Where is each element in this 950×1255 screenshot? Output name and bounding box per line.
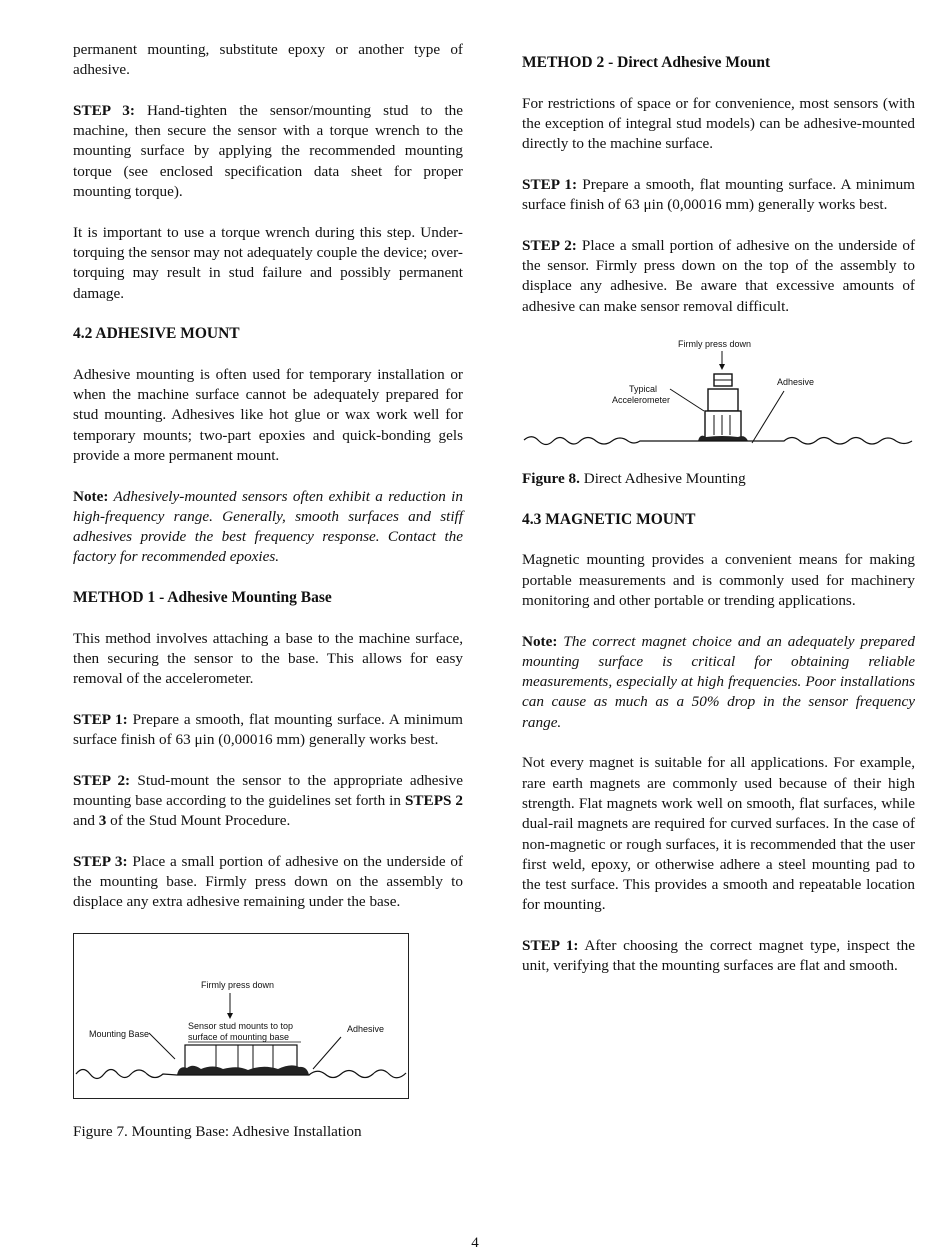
step-label: STEP 1: (522, 175, 578, 193)
note-text: The correct magnet choice and an adequately prepared mounting surface is critical for obtaining reliable measurements, especially at high frequencies. Poor installations can cause as much as a 50% drop in the sensor frequency range. (522, 632, 915, 731)
method1-step3 (73, 852, 463, 913)
step-text: Stud-mount the sensor to the appropriate adhesive mounting base according to the guidelines set forth in (73, 771, 463, 809)
step-label: STEP 1: (522, 936, 579, 954)
method1-heading: METHOD 1 - Adhesive Mounting Base (73, 589, 332, 607)
step-label: STEP 2: (522, 236, 577, 254)
step-text: After choosing the correct magnet type, inspect the unit, verifying that the mounting surfaces are flat and smooth. (522, 936, 915, 975)
step-label: STEP 3: (73, 101, 135, 119)
fig7-adhesive-label: Adhesive (347, 1024, 385, 1035)
down-arrow-icon (719, 364, 725, 370)
figure-7 (73, 933, 463, 1100)
down-arrow-icon (227, 1013, 233, 1019)
figure-8 (522, 331, 915, 461)
magnetic-paragraph: Magnetic mounting provides a convenient means for making portable measurements and is commonly used for machinery monitoring and other portable or trending applications. (522, 551, 915, 609)
step-text: and (73, 812, 99, 830)
step-text: Prepare a smooth, flat mounting surface. A minimum surface finish of 63 μin (0,00016 mm) generally works best. (73, 710, 463, 749)
fig7-press-label: Firmly press down (201, 980, 275, 991)
fig8-typical-label: Typical (629, 384, 658, 395)
step-text: of the Stud Mount Procedure. (106, 812, 291, 830)
step-label: STEP 1: (73, 710, 128, 728)
caption-label: Figure 7. (73, 1123, 128, 1141)
steps-ref: 3 (98, 812, 107, 830)
figure-8-caption (522, 469, 915, 489)
figure-7-diagram (73, 933, 410, 1100)
fig7-base-label: Mounting Base (89, 1029, 150, 1040)
step-label: STEP 3: (73, 852, 128, 870)
magnetic-note (522, 632, 915, 733)
magnetic-step1 (522, 936, 915, 977)
step-text: Prepare a smooth, flat mounting surface. A minimum surface finish of 63 μin (0,00016 mm) generally works best. (522, 175, 915, 214)
note-label: Note: (73, 487, 109, 505)
adhesive-paragraph: Adhesive mounting is often used for temporary installation or when the machine surface cannot be adequately prepared for stud mounting. Adhesives like hot glue or wax work well for temporary mounts; two-part epoxies and quick-bonding gels provide a more permanent mount. (73, 365, 463, 464)
method2-step1 (522, 175, 915, 216)
step-text: Hand-tighten the sensor/mounting stud to the machine, then secure the sensor with a torque wrench to the mounting surface by applying the recommended mounting torque (see enclosed specification data sheet for proper mounting torque). (73, 101, 464, 201)
figure-8-diagram (522, 331, 915, 461)
caption-text: Mounting Base: Adhesive Installation (127, 1123, 362, 1141)
steps-ref: STEPS 2 (404, 791, 463, 809)
step3-stud-paragraph (73, 101, 463, 202)
accelerometer-body (708, 389, 738, 411)
method2-step2 (522, 236, 915, 317)
left-column (73, 40, 463, 1163)
fig8-press-label: Firmly press down (678, 339, 752, 350)
caption-text: Direct Adhesive Mounting (579, 470, 746, 488)
magnets-paragraph: Not every magnet is suitable for all applications. For example, rare earth magnets are commonly used because of their high strength. Flat magnets work well on smooth, flat surfaces, while dual-rail magnets are required for curved surfaces. In the case of non-magnetic or rough surfaces, it is recommended that the user first weld, epoxy, or otherwise adhere a steel mounting pad to the test surface. This provides a smooth and repeatable location for mounting. (522, 754, 915, 914)
torque-paragraph: It is important to use a torque wrench during this step. Under-torquing the sensor may not adequately couple the device; over-torquing may result in stud failure and possibly permanent damage. (73, 223, 463, 302)
step-text: Place a small portion of adhesive on the underside of the sensor. Firmly press down on the top of the assembly to displace any adhesive. Be aware that excessive amounts of adhesive can make sensor removal difficult. (522, 236, 915, 315)
method1-step1 (73, 710, 463, 751)
page-number: 4 (471, 1235, 479, 1251)
section-heading-magnetic: 4.3 MAGNETIC MOUNT (522, 510, 696, 528)
fig7-stud-label: Sensor stud mounts to top (188, 1021, 294, 1032)
right-column (522, 53, 915, 997)
step-label: STEP 2: (73, 771, 131, 789)
accelerometer-base (705, 411, 741, 439)
step-text: Place a small portion of adhesive on the underside of the mounting base. Firmly press down on the assembly to displace any extra adhesive remaining under the base. (73, 852, 463, 911)
method1-step2 (73, 771, 463, 832)
paragraph-continued: permanent mounting, substitute epoxy or another type of adhesive. (73, 41, 463, 79)
caption-label: Figure 8. (522, 470, 580, 488)
fig7-stud-label-2: surface of mounting base (188, 1032, 290, 1043)
adhesive-note (73, 487, 463, 568)
figure-7-caption (73, 1122, 463, 1142)
method2-paragraph: For restrictions of space or for convenience, most sensors (with the exception of integral stud models) can be adhesive-mounted directly to the machine surface. (522, 94, 915, 153)
method2-heading: METHOD 2 - Direct Adhesive Mount (522, 54, 771, 71)
method1-paragraph: This method involves attaching a base to the machine surface, then securing the sensor to the base. This allows for easy removal of the accelerometer. (73, 629, 463, 688)
fig8-accel-label: Accelerometer (612, 395, 671, 406)
note-label: Note: (522, 632, 558, 650)
fig8-adhesive-label: Adhesive (777, 377, 815, 388)
section-heading-adhesive: 4.2 ADHESIVE MOUNT (73, 325, 240, 343)
note-text: Adhesively-mounted sensors often exhibit a reduction in high-frequency range. Generally, smooth surfaces and stiff adhesives provide the best frequency response. Contact the factory for recommended epoxies. (73, 487, 463, 566)
